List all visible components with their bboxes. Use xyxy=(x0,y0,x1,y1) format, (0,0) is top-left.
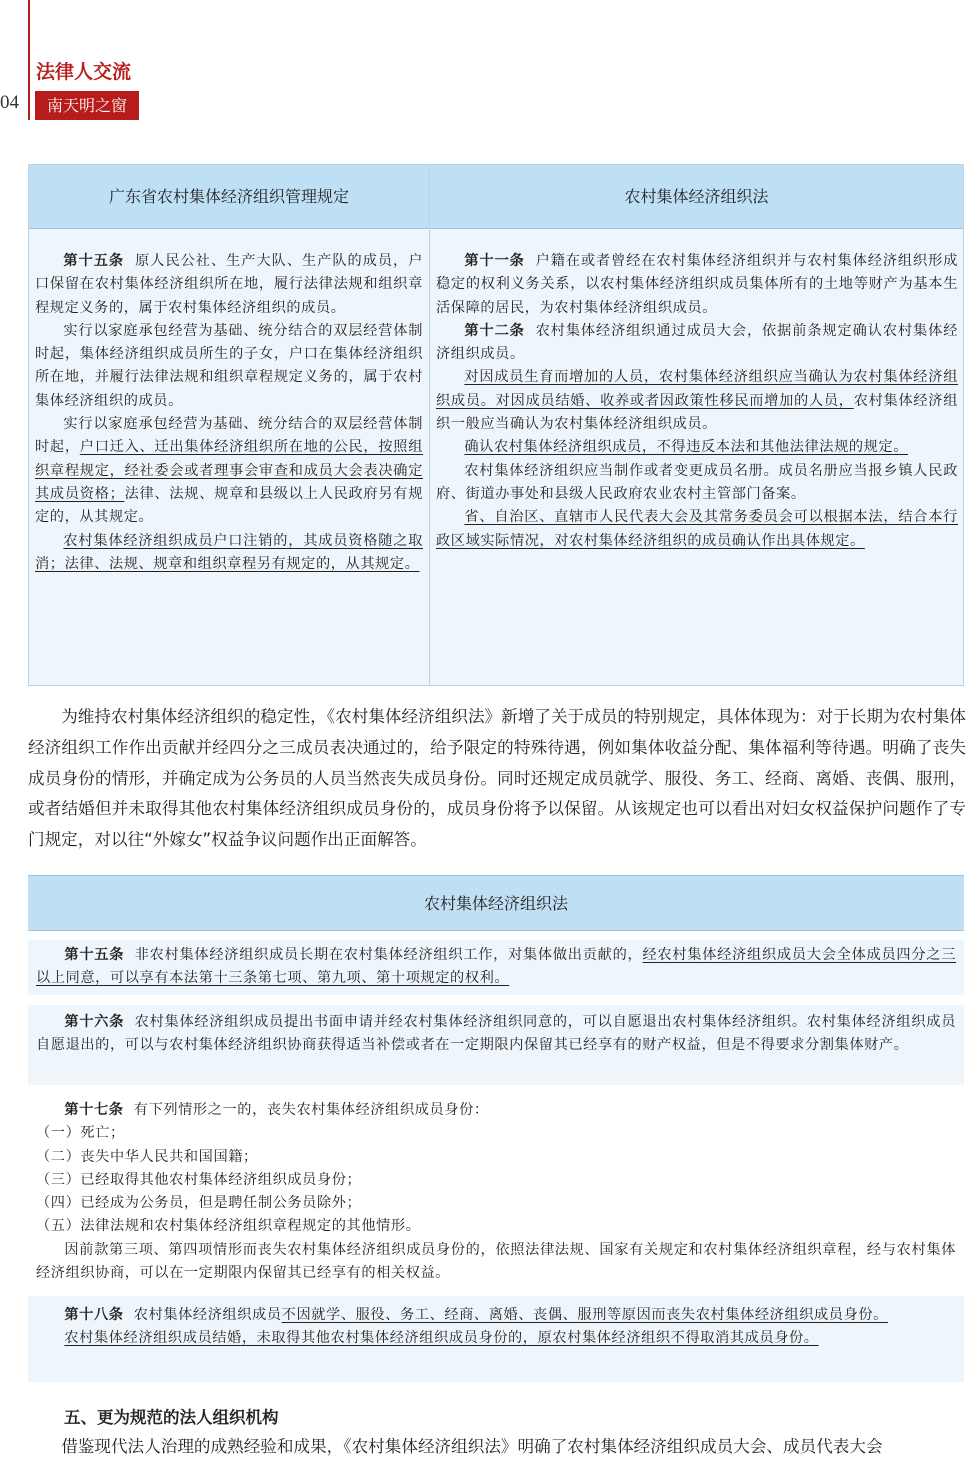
article-number: 第十六条 xyxy=(64,1014,125,1030)
list-item: （二）丧失中华人民共和国国籍； xyxy=(36,1148,258,1165)
provision-paragraph: 实行以家庭承包经营为基础、统分结合的双层经营体制时起，集体经济组织成员所生的子女，户口在集体经济组织所在地，并履行法律法规和组织章程规定义务的，属于农村集体经济组织的成员。 xyxy=(35,322,423,409)
article-17-box: 第十七条 有下列情形之一的，丧失农村集体经济组织成员身份： （一）死亡； （二）丧失中华人民共和国国籍； （三）已经取得其他农村集体经济组织成员身份； （四）已经成为公务员，但是聘任制公务员除外； （五）法律法规和农村集体经济组织章程规定的其他情形。 因前款第三项、第四项情形而丧失农村集体经济组织成员身份的，依照法律法规、国家有关规定和农村集体经济组织章程，经与农村集体经济组织协商，可以在一定期限内保留其已经享有的相关权益。 xyxy=(28,1096,964,1286)
article-number: 第十二条 xyxy=(464,322,525,339)
guangdong-provisions xyxy=(35,250,423,576)
article-18-box: 第十八条 农村集体经济组织成员不因就学、服役、务工、经商、离婚、丧偶、服刑等原因而丧失农村集体经济组织成员身份。 农村集体经济组织成员结婚，未取得其他农村集体经济组织成员身份的，原农村集体经济组织不得取消其成员身份。 xyxy=(28,1296,964,1382)
provision-paragraph: 对因成员生育而增加的人员，农村集体经济组织应当确认为农村集体经济组织成员。对因成员结婚、收养或者因政策性移民而增加的人员，农村集体经济组织一般应当确认为农村集体经济组织成员。 xyxy=(436,369,958,433)
underlined-text: 经农村集体经济组织成员大会全体成员四分之三以上同意，可以享有本法第十三条第七项、第九项、第十项规定的权利。 xyxy=(36,947,957,987)
body-paragraph: 借鉴现代法人治理的成熟经验和成果，《农村集体经济组织法》明确了农村集体经济组织成员大会、成员代表大会 xyxy=(61,1437,883,1456)
section-title: 法律人交流 xyxy=(36,61,132,83)
article-number: 第十五条 xyxy=(63,253,125,269)
law-table-header: 农村集体经济组织法 xyxy=(28,875,964,931)
column-badge: 南天明之窗 xyxy=(35,91,139,120)
column-divider xyxy=(429,165,430,685)
comparison-right-header: 农村集体经济组织法 xyxy=(430,165,963,229)
body-paragraph: 为维持农村集体经济组织的稳定性，《农村集体经济组织法》新增了关于成员的特别规定，具体体现为：对于长期为农村集体经济组织工作作出贡献并经四分之三成员表决通过的，给予限定的特殊待遇，例如集体收益分配、集体福利等待遇。明确了丧失成员身份的情形，并确定成为公务员的人员当然丧失成员身份。同时还规定成员就学、服役、务工、经商、离婚、丧偶、服刑，或者结婚但并未取得其他农村集体经济组织成员身份的，成员身份将予以保留。从该规定也可以看出对妇女权益保护问题作了专门规定，对以往“外嫁女”权益争议问题作出正面解答。 xyxy=(28,707,966,850)
provision-paragraph xyxy=(436,506,958,553)
underlined-text: 省、自治区、直辖市人民代表大会及其常务委员会可以根据本法，结合本行政区域实际情况，对农村集体经济组织的成员确认作出具体规定。 xyxy=(436,509,958,549)
underlined-text: 农村集体经济组织成员结婚，未取得其他农村集体经济组织成员身份的，原农村集体经济组织不得取消其成员身份。 xyxy=(64,1330,819,1347)
underlined-text: 不因就学、服役、务工、经商、离婚、丧偶、服刑等原因而丧失农村集体经济组织成员身份。 xyxy=(281,1307,888,1323)
article-16-box: 第十六条 农村集体经济组织成员提出书面申请并经农村集体经济组织同意的，可以自愿退出农村集体经济组织。农村集体经济组织成员自愿退出的，可以与农村集体经济组织协商获得适当补偿或者在一定期限内保留其已经享有的财产权益，但是不得要求分割集体财产。 xyxy=(28,1005,964,1085)
comparison-left-header: 广东省农村集体经济组织管理规定 xyxy=(29,165,429,229)
comparison-table xyxy=(28,164,964,686)
list-item: （一）死亡； xyxy=(36,1125,125,1142)
article-15-box: 第十五条 非农村集体经济组织成员长期在农村集体经济组织工作，对集体做出贡献的，经农村集体经济组织成员大会全体成员四分之三以上同意，可以享有本法第十三条第七项、第九项、第十项规定的权利。 xyxy=(28,940,964,995)
list-item: （三）已经取得其他农村集体经济组织成员身份； xyxy=(36,1171,362,1188)
provision-paragraph: 农村集体经济组织应当制作或者变更成员名册。成员名册应当报乡镇人民政府、街道办事处和县级人民政府农业农村主管部门备案。 xyxy=(436,462,958,502)
article-number: 第十五条 xyxy=(64,947,125,963)
header-rule xyxy=(28,0,30,120)
provision-paragraph xyxy=(436,436,958,459)
list-item: （五）法律法规和农村集体经济组织章程规定的其他情形。 xyxy=(36,1218,421,1235)
provision-paragraph: 第十二条 农村集体经济组织通过成员大会，依据前条规定确认农村集体经济组织成员。 xyxy=(436,322,958,363)
provision-paragraph xyxy=(35,530,423,577)
provision-paragraph: 实行以家庭承包经营为基础、统分结合的双层经营体制时起，户口迁入、迁出集体经济组织所在地的公民，按照组织章程规定，经社委会或者理事会审查和成员大会表决确定其成员资格；法律、法规、规章和县级以上人民政府另有规定的，从其规定。 xyxy=(35,416,423,526)
article-number: 第十一条 xyxy=(464,253,525,269)
article-number: 第十八条 xyxy=(64,1307,124,1323)
underlined-text: 农村集体经济组织成员户口注销的，其成员资格随之取消；法律、法规、规章和组织章程另有规定的，从其规定。 xyxy=(35,532,423,572)
provision-paragraph: 第十一条 户籍在或者曾经在农村集体经济组织并与农村集体经济组织形成稳定的权利义务关系，以农村集体经济组织成员集体所有的土地等财产为基本生活保障的居民，为农村集体经济组织成员。 xyxy=(436,253,958,316)
section-heading: 五、更为规范的法人组织机构 xyxy=(64,1408,279,1427)
list-item: （四）已经成为公务员，但是聘任制公务员除外； xyxy=(36,1195,362,1212)
underlined-text: 户口迁入、迁出集体经济组织所在地的公民，按照组织章程规定，经社委会或者理事会审查和成员大会表决确定其成员资格； xyxy=(35,439,423,502)
underlined-text: 对因成员生育而增加的人员，农村集体经济组织应当确认为农村集体经济组织成员。对因成员结婚、收养或者因政策性移民而增加的人员， xyxy=(436,369,958,409)
article-number: 第十七条 xyxy=(64,1102,124,1118)
page-number: 04 xyxy=(0,92,19,113)
national-law-provisions xyxy=(436,250,958,553)
provision-paragraph: 第十五条 原人民公社、生产大队、生产队的成员，户口保留在农村集体经济组织所在地，履行法律法规和组织章程规定义务的，属于农村集体经济组织的成员。 xyxy=(35,253,423,316)
underlined-text: 确认农村集体经济组织成员，不得违反本法和其他法律法规的规定。 xyxy=(464,439,909,456)
